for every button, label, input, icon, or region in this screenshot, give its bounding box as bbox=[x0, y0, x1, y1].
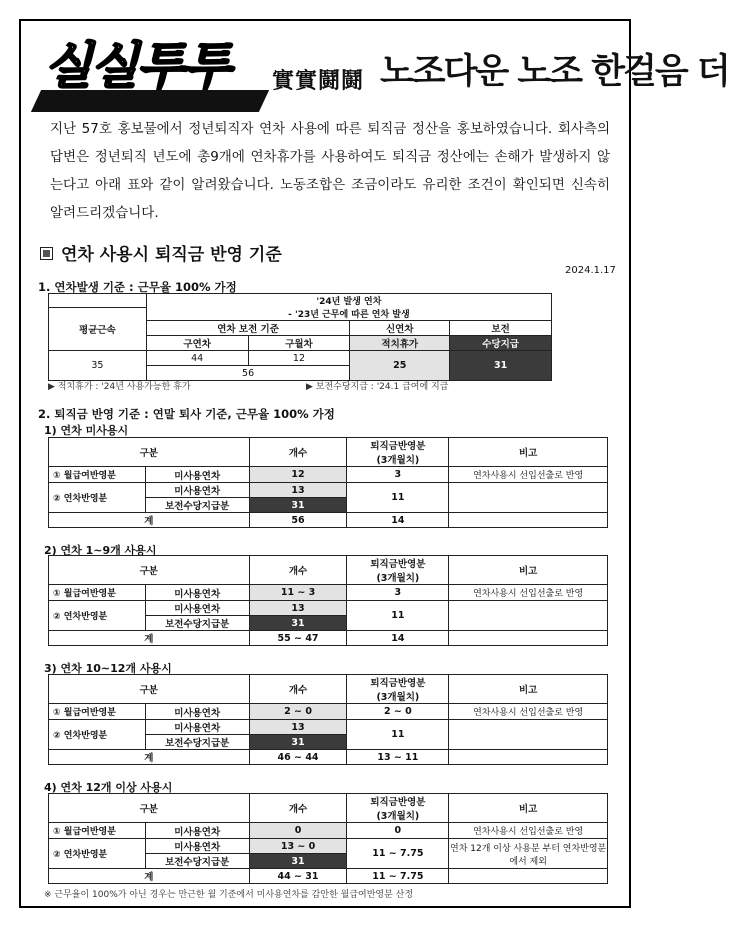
total-count: 44 ~ 31 bbox=[249, 869, 347, 884]
salary-count: 11 ~ 3 bbox=[249, 585, 347, 601]
allowance-value: 31 bbox=[450, 351, 552, 381]
severance-table bbox=[48, 555, 608, 646]
new-annual-header: 신연차 bbox=[350, 321, 450, 336]
table-title: 1) 연차 미사용시 bbox=[44, 424, 129, 437]
remark-header: 비고 bbox=[449, 675, 608, 704]
comp-pay-count: 31 bbox=[249, 854, 347, 869]
accrual-table bbox=[48, 293, 552, 381]
total-reflect: 14 bbox=[347, 631, 449, 646]
annual-count: 13 ~ 0 bbox=[249, 839, 347, 854]
salary-label: ① 월급여반영분 bbox=[49, 467, 146, 483]
salary-count: 12 bbox=[249, 467, 347, 483]
reflect-header-text: 퇴직금반영분 bbox=[370, 559, 426, 570]
annual-remark bbox=[449, 601, 608, 631]
allowance-header: 수당지급 bbox=[450, 336, 552, 351]
annual-remark bbox=[449, 720, 608, 750]
table-title: 4) 연차 12개 이상 사용시 bbox=[44, 781, 173, 794]
comp-pay-label: 보전수당지급분 bbox=[145, 498, 249, 513]
salary-label: ① 월급여반영분 bbox=[49, 823, 146, 839]
total-reflect: 14 bbox=[347, 513, 449, 528]
table-title: 3) 연차 10~12개 사용시 bbox=[44, 662, 172, 675]
annual-reflect: 11 bbox=[347, 483, 449, 513]
annual-count: 13 bbox=[249, 720, 347, 735]
salary-remark: 연차사용시 선입선출로 반영 bbox=[449, 585, 608, 601]
part1-title: 1. 연차발생 기준 : 근무율 100% 가정 bbox=[38, 280, 237, 294]
annual-count: 13 bbox=[249, 483, 347, 498]
unused-label: 미사용연차 bbox=[145, 704, 249, 720]
salary-reflect: 0 bbox=[347, 823, 449, 839]
reflect-header-text: 퇴직금반영분 bbox=[370, 797, 426, 808]
document-date: 2024.1.17 bbox=[565, 265, 616, 276]
salary-reflect: 3 bbox=[347, 467, 449, 483]
count-header: 개수 bbox=[249, 556, 347, 585]
annual-reflect: 11 bbox=[347, 720, 449, 750]
comp-pay-count: 31 bbox=[249, 616, 347, 631]
count-header: 개수 bbox=[249, 675, 347, 704]
unused-label: 미사용연차 bbox=[145, 839, 249, 854]
unused-label: 미사용연차 bbox=[145, 467, 249, 483]
unused-label: 미사용연차 bbox=[145, 720, 249, 735]
reflect-header-text: 퇴직금반영분 bbox=[370, 678, 426, 689]
retained-header: 연차 보전 기준 bbox=[146, 321, 350, 336]
total-reflect: 11 ~ 7.75 bbox=[347, 869, 449, 884]
salary-reflect: 3 bbox=[347, 585, 449, 601]
accrual-head1: '24년 발생 연차 bbox=[146, 294, 551, 308]
salary-remark: 연차사용시 선입선출로 반영 bbox=[449, 823, 608, 839]
count-header: 개수 bbox=[249, 794, 347, 823]
total-label: 계 bbox=[49, 513, 250, 528]
remark-header: 비고 bbox=[449, 794, 608, 823]
accrual-note-2: ▶ 보전수당지급 : '24.1 급여에 지급 bbox=[306, 382, 449, 392]
table-title: 2) 연차 1~9개 사용시 bbox=[44, 544, 157, 557]
category-header: 구분 bbox=[49, 438, 250, 467]
intro-paragraph: 지난 57호 홍보물에서 정년퇴직자 연차 사용에 따른 퇴직금 정산을 홍보하였습니다. 회사측의 답변은 정년퇴직 년도에 총9개에 연차휴가를 사용하여도 퇴직금 정산에는 손해가 발생하지 않는다고 아래 표와 같이 알려왔습니다. 노동조합은 조금이라도 유리한 조건이 확인되면 신속히 알려드리겠습니다. bbox=[50, 121, 610, 221]
salary-reflect: 2 ~ 0 bbox=[347, 704, 449, 720]
accrual-head2: - '23년 근무에 따른 연차 발생 bbox=[146, 307, 551, 321]
total-label: 계 bbox=[49, 631, 250, 646]
compensation-header: 보전 bbox=[450, 321, 552, 336]
old-monthly-value: 12 bbox=[248, 351, 350, 366]
total-remark bbox=[449, 750, 608, 765]
total-remark bbox=[449, 869, 608, 884]
accum-leave-value: 25 bbox=[350, 351, 450, 381]
annual-label: ② 연차반영분 bbox=[49, 483, 146, 513]
unused-label: 미사용연차 bbox=[145, 823, 249, 839]
old-monthly-header: 구월차 bbox=[248, 336, 350, 351]
severance-table bbox=[48, 793, 608, 884]
annual-label: ② 연차반영분 bbox=[49, 839, 146, 869]
reflect-header-sub: (3개월치) bbox=[376, 455, 420, 466]
total-remark bbox=[449, 513, 608, 528]
salary-remark: 연차사용시 선입선출로 반영 bbox=[449, 467, 608, 483]
total-count: 56 bbox=[249, 513, 347, 528]
annual-reflect: 11 ~ 7.75 bbox=[347, 839, 449, 869]
reflect-header bbox=[347, 556, 449, 585]
comp-pay-count: 31 bbox=[249, 498, 347, 513]
salary-count: 2 ~ 0 bbox=[249, 704, 347, 720]
reflect-header bbox=[347, 675, 449, 704]
reflect-header-text: 퇴직금반영분 bbox=[370, 441, 426, 452]
count-header: 개수 bbox=[249, 438, 347, 467]
avg-tenure-header: 평균근속 bbox=[49, 307, 147, 351]
total-count: 46 ~ 44 bbox=[249, 750, 347, 765]
slogan: 노조다운 노조 한걸음 더 bbox=[380, 52, 729, 92]
total-remark bbox=[449, 631, 608, 646]
logo: 실실투투 bbox=[44, 37, 230, 95]
accrual-note-1: ▶ 적치휴가 : '24년 사용가능한 휴가 bbox=[48, 382, 191, 392]
total-label: 계 bbox=[49, 869, 250, 884]
total-reflect: 13 ~ 11 bbox=[347, 750, 449, 765]
remark-header: 비고 bbox=[449, 556, 608, 585]
old-annual-header: 구연차 bbox=[146, 336, 248, 351]
retained-sum-value: 56 bbox=[146, 366, 350, 381]
annual-reflect: 11 bbox=[347, 601, 449, 631]
category-header: 구분 bbox=[49, 556, 250, 585]
remark-header: 비고 bbox=[449, 438, 608, 467]
category-header: 구분 bbox=[49, 675, 250, 704]
section-title-text: 연차 사용시 퇴직금 반영 기준 bbox=[61, 245, 282, 265]
reflect-header-sub: (3개월치) bbox=[376, 811, 420, 822]
annual-label: ② 연차반영분 bbox=[49, 601, 146, 631]
reflect-header-sub: (3개월치) bbox=[376, 573, 420, 584]
annual-remark bbox=[449, 483, 608, 513]
reflect-header-sub: (3개월치) bbox=[376, 692, 420, 703]
part2-title: 2. 퇴직금 반영 기준 : 연말 퇴사 기준, 근무율 100% 가정 bbox=[38, 407, 335, 421]
square-bullet-icon bbox=[40, 247, 53, 260]
salary-remark: 연차사용시 선입선출로 반영 bbox=[449, 704, 608, 720]
reflect-header bbox=[347, 794, 449, 823]
unused-label: 미사용연차 bbox=[145, 601, 249, 616]
annual-count: 13 bbox=[249, 601, 347, 616]
footnote: ※ 근무율이 100%가 아닌 경우는 만근한 월 기준에서 미사용연차를 감안한 월급여반영분 산정 bbox=[44, 890, 414, 900]
hanja-title: 實實鬪鬪 bbox=[272, 69, 365, 94]
unused-label: 미사용연차 bbox=[145, 585, 249, 601]
old-annual-value: 44 bbox=[146, 351, 248, 366]
category-header: 구분 bbox=[49, 794, 250, 823]
severance-table bbox=[48, 674, 608, 765]
salary-count: 0 bbox=[249, 823, 347, 839]
total-count: 55 ~ 47 bbox=[249, 631, 347, 646]
annual-remark: 연차 12개 이상 사용분 부터 연차반영분에서 제외 bbox=[449, 839, 608, 869]
severance-table bbox=[48, 437, 608, 528]
section-title bbox=[40, 240, 282, 265]
unused-label: 미사용연차 bbox=[145, 483, 249, 498]
total-label: 계 bbox=[49, 750, 250, 765]
comp-pay-label: 보전수당지급분 bbox=[145, 854, 249, 869]
reflect-header bbox=[347, 438, 449, 467]
salary-label: ① 월급여반영분 bbox=[49, 585, 146, 601]
annual-label: ② 연차반영분 bbox=[49, 720, 146, 750]
comp-pay-label: 보전수당지급분 bbox=[145, 616, 249, 631]
avg-tenure-value: 35 bbox=[49, 351, 147, 381]
comp-pay-count: 31 bbox=[249, 735, 347, 750]
comp-pay-label: 보전수당지급분 bbox=[145, 735, 249, 750]
salary-label: ① 월급여반영분 bbox=[49, 704, 146, 720]
accum-leave-header: 적치휴가 bbox=[350, 336, 450, 351]
